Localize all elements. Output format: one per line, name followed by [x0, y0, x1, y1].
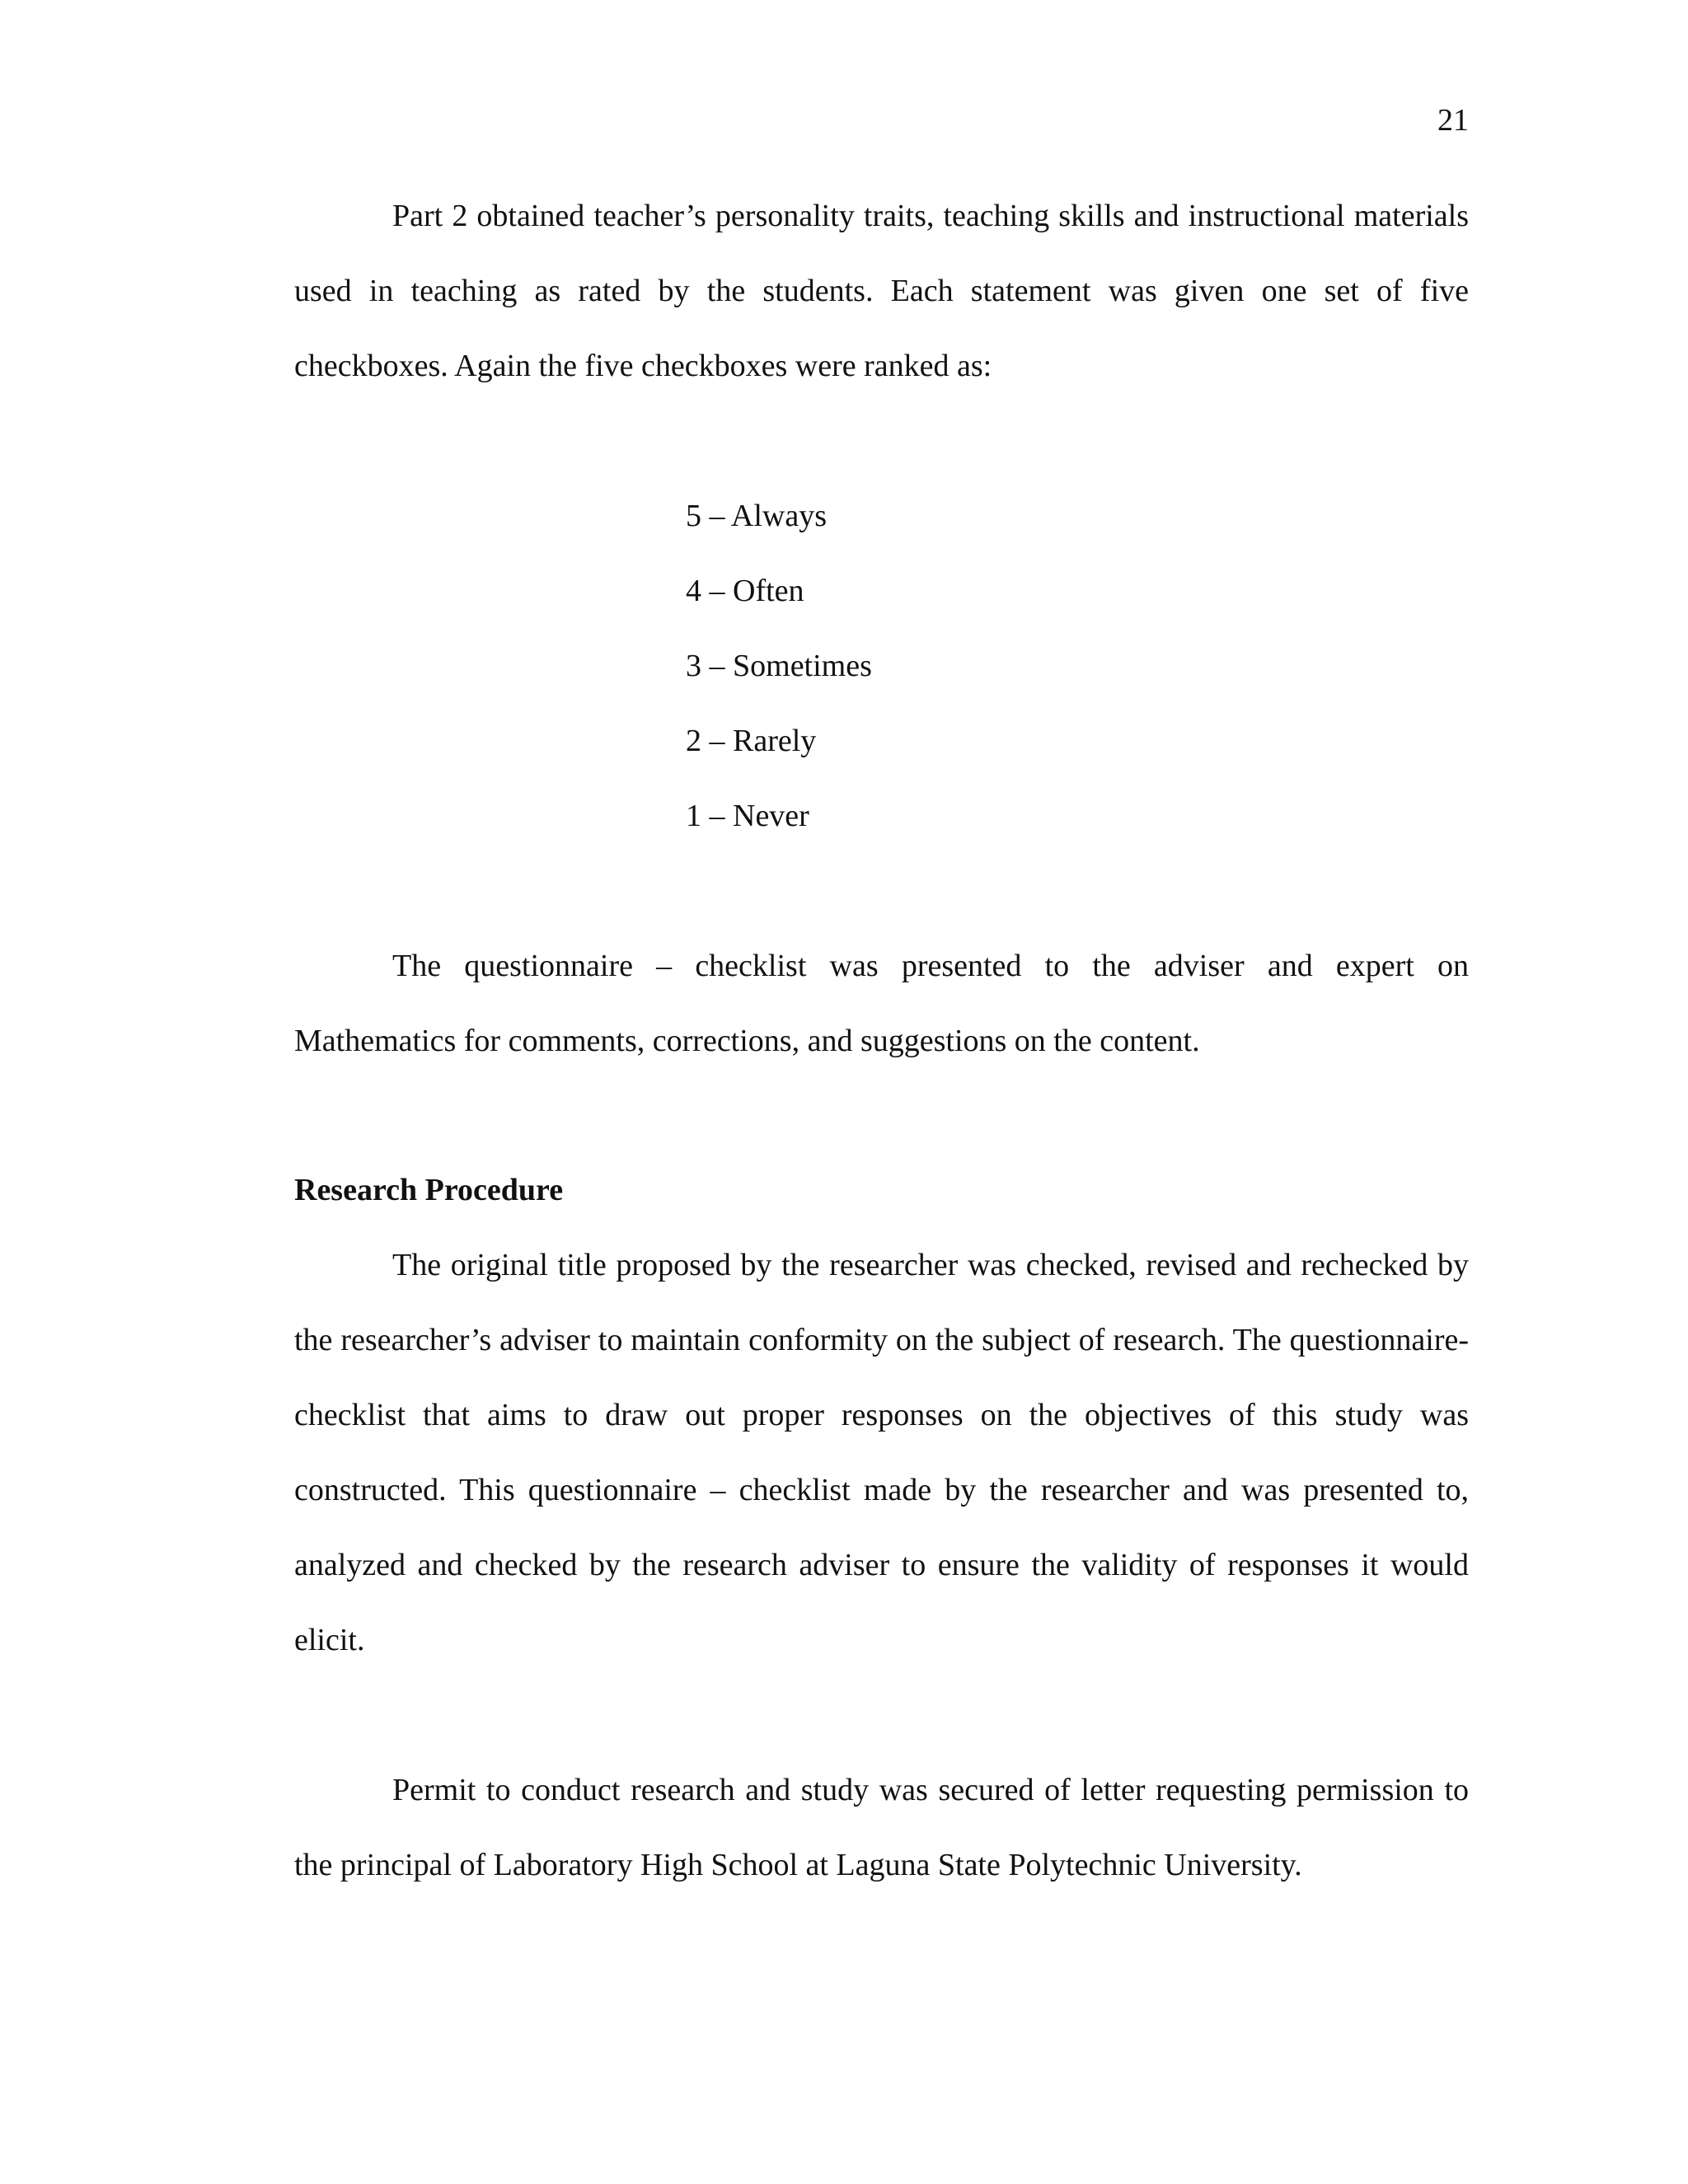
scale-item-never: 1 – Never: [686, 799, 809, 833]
scale-item-always: 5 – Always: [686, 499, 827, 533]
scale-item-often: 4 – Often: [686, 574, 804, 608]
scale-item-rarely: 2 – Rarely: [686, 724, 817, 758]
paragraph-part-2: Part 2 obtained teacher’s personality traits, teaching skills and instructional materials used in teaching as rated by the students. Each statement was given one set of five checkboxes. Again the five checkboxes were ranked as:: [294, 199, 1469, 383]
page-number: 21: [1437, 103, 1469, 138]
paragraph-permit: Permit to conduct research and study was secured of letter requesting permission to the principal of Laboratory High School at Laguna State Polytechnic University.: [294, 1773, 1469, 1882]
paragraph-questionnaire: The questionnaire – checklist was presented to the adviser and expert on Mathematics for comments, corrections, and suggestions on the content.: [294, 949, 1469, 1058]
scale-item-sometimes: 3 – Sometimes: [686, 649, 872, 683]
paragraph-procedure: The original title proposed by the researcher was checked, revised and rechecked by the researcher’s adviser to maintain conformity on the subject of research. The questionnaire-checklist that aims to draw out proper responses on the objectives of this study was constructed. This questionnaire – checklist made by the researcher and was presented to, analyzed and checked by the research adviser to ensure the validity of responses it would elicit.: [294, 1248, 1469, 1657]
section-heading-research-procedure: Research Procedure: [294, 1173, 564, 1207]
rating-scale-list: [686, 479, 872, 854]
